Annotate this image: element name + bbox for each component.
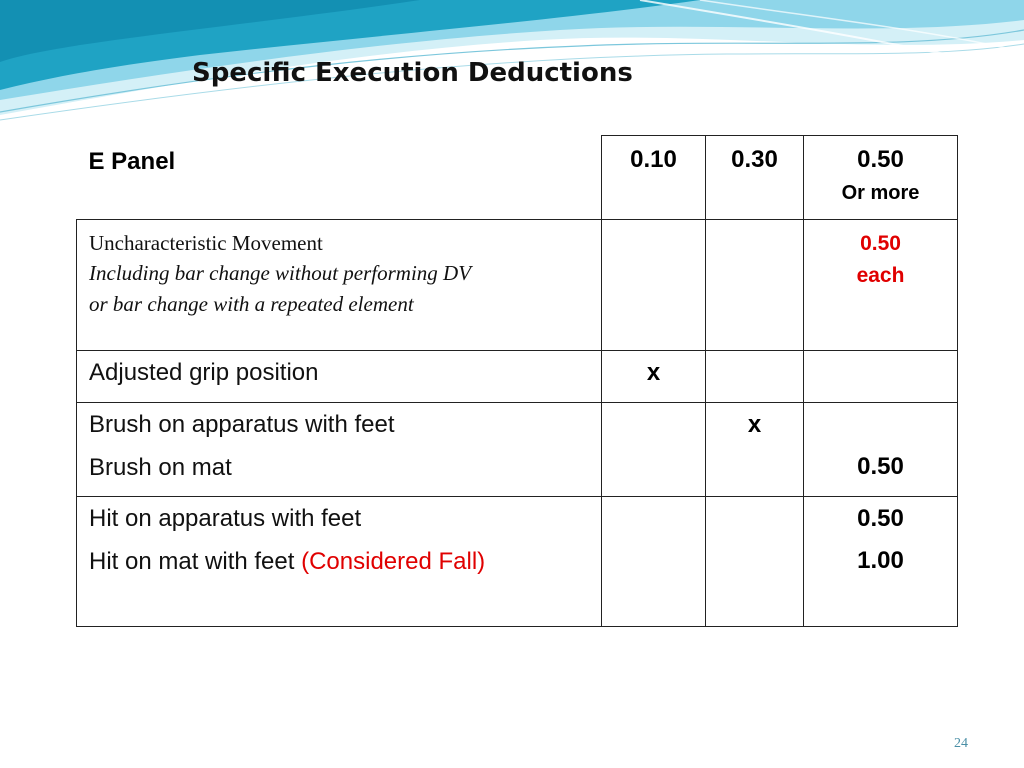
header-col-050-subtitle: Or more [841,182,920,204]
row-desc-line: Including bar change without performing DV [89,261,472,286]
deduction-value: 1.00 [857,547,904,574]
row-desc-line: Brush on mat [89,453,232,481]
header-e-panel: E Panel [77,136,602,220]
page-number: 24 [954,736,968,751]
table-row [77,403,958,497]
deduction-mark: x [646,359,661,386]
cell-010 [602,403,706,497]
table-row [77,351,958,403]
deductions-table [76,135,958,627]
row-desc-line: Hit on apparatus with feet [89,505,362,532]
table-header-row [77,136,958,220]
cell-030 [706,403,804,497]
cell-030 [706,497,804,627]
header-col-010: 0.10 [602,136,706,220]
deduction-value: 0.50 [857,505,904,532]
row-desc-line: Uncharacteristic Movement [89,231,323,255]
table-row [77,220,958,351]
cell-050 [804,351,958,403]
row-desc-uncharacteristic [77,220,602,351]
deduction-value: 0.50 [857,453,904,480]
row-desc-line: or bar change with a repeated element [89,291,414,316]
header-col-030: 0.30 [706,136,804,220]
row-desc-text: Hit on mat with feet [89,547,302,575]
row-desc-hit [77,497,602,627]
slide-title: Specific Execution Deductions [192,58,633,88]
table-row [77,497,958,627]
row-desc-brush [77,403,602,497]
cell-050 [804,403,958,497]
row-desc-line: Adjusted grip position [89,359,319,386]
deduction-value: 0.50 [860,232,901,255]
row-desc-line: Brush on apparatus with feet [89,411,395,438]
cell-010 [602,220,706,351]
cell-010 [602,351,706,403]
header-col-050-value: 0.50 [857,146,904,173]
cell-010 [602,497,706,627]
row-desc-line [89,548,589,577]
cell-050 [804,497,958,627]
header-col-050 [804,136,958,220]
cell-050 [804,220,958,351]
cell-030 [706,351,804,403]
deduction-mark: x [747,411,762,438]
deduction-note: each [856,263,905,287]
cell-030 [706,220,804,351]
row-desc-grip [77,351,602,403]
considered-fall-note: (Considered Fall) [301,547,486,575]
